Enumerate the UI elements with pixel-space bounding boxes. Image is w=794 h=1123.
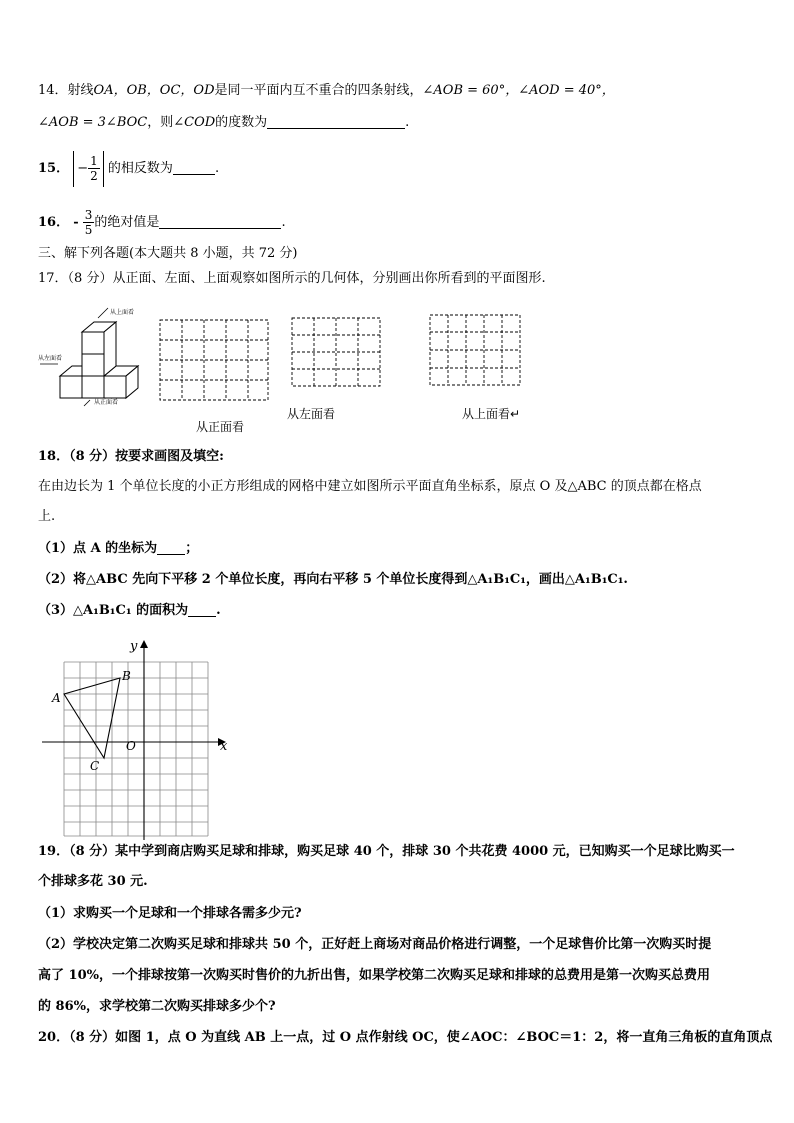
q19-part-2c: 的 86%，求学校第二次购买排球多少个?	[38, 999, 276, 1014]
q17-text: 17．（8 分）从正面、左面、上面观察如图所示的几何体，分别画出你所看到的平面图形.	[38, 271, 546, 286]
q14-answer-blank[interactable]	[267, 114, 405, 129]
caption-left-view: 从左面看	[287, 407, 336, 421]
caption-top-view: 从上面看↵	[462, 407, 521, 421]
q19-part-2a: （2）学校决定第二次购买足球和排球共 50 个，正好赶上商场对商品价格进行调整，一个足球售价比第一次购买时提	[38, 937, 712, 952]
q19-line-2: 个排球多花 30 元.	[38, 874, 148, 889]
label-c: C	[90, 759, 100, 773]
label-x: x	[220, 739, 228, 754]
q18-part-2: （2）将△ABC 先向下平移 2 个单位长度，再向右平移 5 个单位长度得到△A₁B₁C₁，画出△A₁B₁C₁.	[38, 572, 628, 587]
label-origin: O	[126, 739, 136, 753]
label-front-view: 从正面看	[94, 399, 119, 406]
q18-p1-blank[interactable]	[157, 540, 185, 555]
y-axis-arrow	[140, 640, 148, 648]
q16-answer-blank[interactable]	[159, 214, 281, 229]
label-left-view: 从左面看	[38, 355, 63, 362]
q19-line-1: 19．（8 分）某中学到商店购买足球和排球，购买足球 40 个，排球 30 个共花费 4000 元，已知购买一个足球比购买一	[38, 844, 735, 859]
q19-part-1: （1）求购买一个足球和一个排球各需多少元?	[38, 906, 302, 921]
q15-line: 15． − $\frac{1}{2}$ 的相反数为 .	[38, 150, 219, 188]
q18-desc-1: 在由边长为 1 个单位长度的小正方形组成的网格中建立如图所示平面直角坐标系，原点 O 及△ABC 的顶点都在格点	[38, 479, 702, 494]
q18-part-1: （1）点 A 的坐标为 ；	[38, 541, 199, 556]
q17-solid-figure	[38, 304, 158, 408]
label-y: y	[130, 639, 138, 654]
q20-line-1: 20．（8 分）如图 1，点 O 为直线 AB 上一点，过 O 点作射线 OC，使∠AOC：∠BOC＝1：2，将一直角三角板的直角顶点	[38, 1030, 773, 1045]
q14-rays: OA，OB，OC，OD	[93, 83, 215, 98]
q14-line2: ∠AOB = 3∠BOC，则∠COD的度数为 .	[38, 115, 410, 130]
grid-top-view	[429, 314, 535, 394]
caption-front-view: 从正面看	[196, 420, 245, 434]
top-view-arrow	[98, 308, 108, 318]
q15-abs-expression: − $\frac{1}{2}$	[73, 151, 104, 187]
grid-left-view	[291, 317, 383, 403]
label-a: A	[52, 691, 61, 705]
q14-line1: 14．射线OA，OB，OC，OD是同一平面内互不重合的四条射线，∠AOB = 60°，∠AOD = 40°，	[38, 83, 615, 98]
front-view-arrow	[84, 400, 90, 406]
q18-title: 18．（8 分）按要求画图及填空:	[38, 449, 224, 464]
q18-desc-2: 上.	[38, 509, 56, 524]
label-top-view: 从上面看	[110, 309, 135, 316]
q15-answer-blank[interactable]	[173, 160, 215, 175]
label-b: B	[122, 669, 131, 683]
q14-angles: ∠AOB = 60°，∠AOD = 40°，	[422, 83, 615, 98]
q18-coordinate-grid	[40, 636, 236, 842]
q18-p3-blank[interactable]	[188, 602, 216, 617]
q18-part-3: （3）△A₁B₁C₁ 的面积为 .	[38, 603, 221, 618]
section-3-heading: 三、解下列各题(本大题共 8 小题，共 72 分)	[38, 246, 298, 261]
q16-fraction: $\frac{3}{5}$	[84, 208, 93, 237]
grid-front-view	[159, 319, 271, 405]
q19-part-2b: 高了 10%，一个排球按第一次购买时售价的九折出售，如果学校第二次购买足球和排球的总费用是第一次购买总费用	[38, 968, 710, 983]
q16-line: 16． - $\frac{3}{5}$ 的绝对值是 .	[38, 208, 286, 237]
